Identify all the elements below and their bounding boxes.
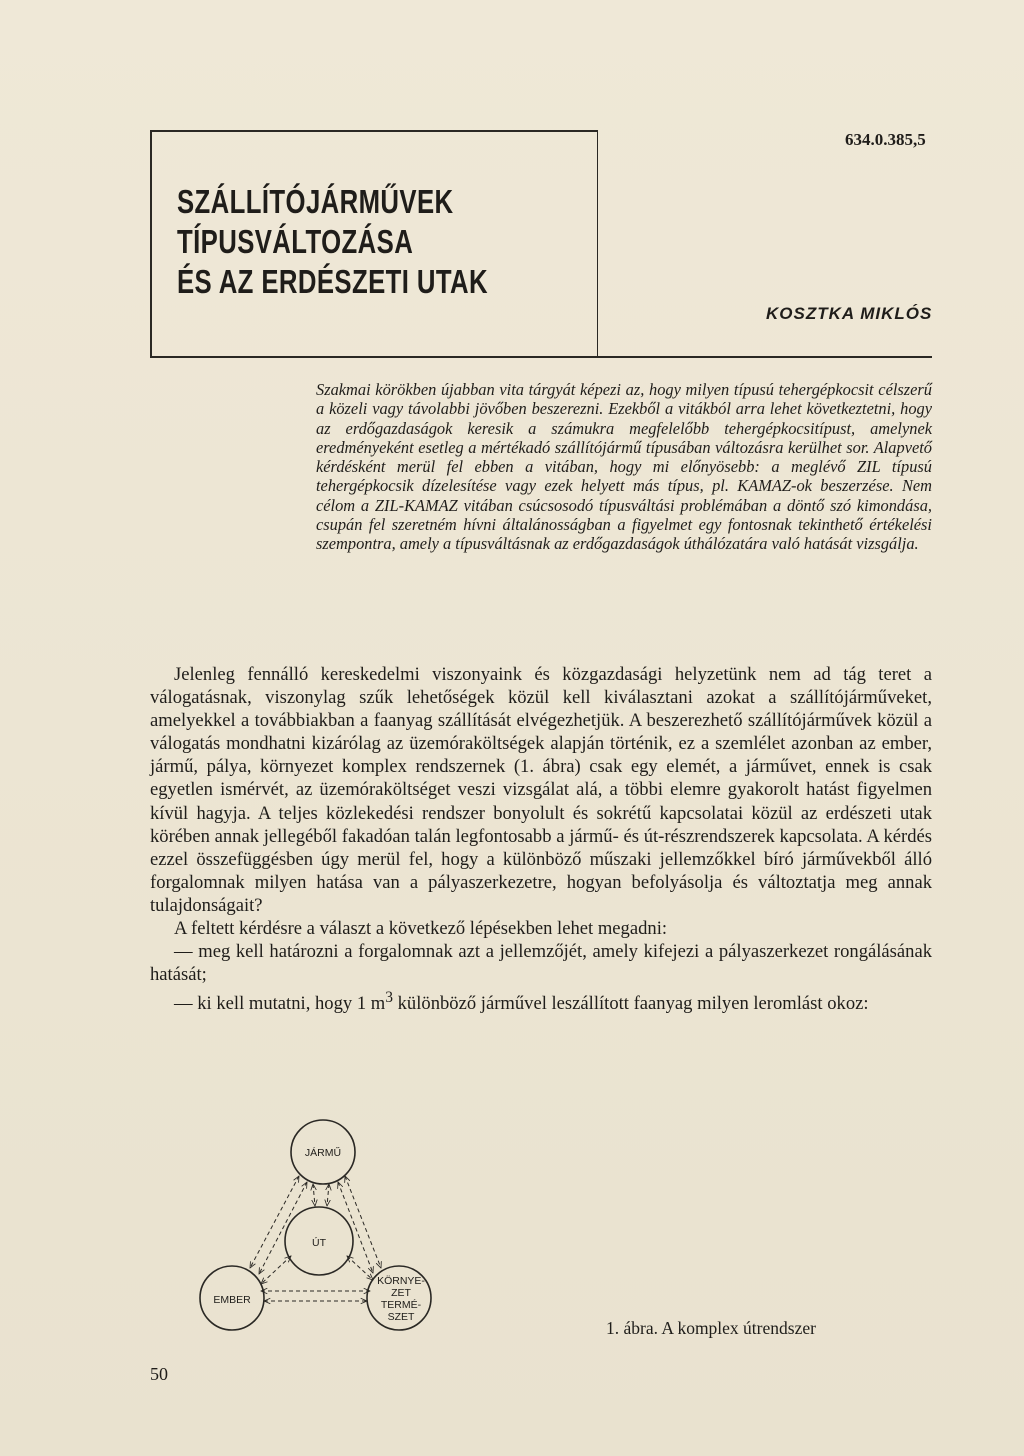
title-line-1: SZÁLLÍTÓJÁRMŰVEK: [177, 183, 454, 220]
page-number: 50: [150, 1364, 168, 1384]
author-name: KOSZTKA MIKLÓS: [766, 304, 933, 323]
header-rule: [150, 356, 932, 358]
node-ember-label: EMBER: [213, 1294, 251, 1306]
article-title: [177, 182, 497, 302]
title-line-2: TÍPUSVÁLTOZÁSA: [177, 223, 414, 260]
udc-code: 634.0.385,5: [845, 130, 926, 149]
paragraph-1: Jelenleg fennálló kereskedelmi viszonyaink és közgazdasági helyzetünk nem ad tág teret a válogatásnak, viszonylag szűk lehetőségek közül kell kiválasztani azokat a szállítójárműveket, amelyekkel a továbbiakban a faanyag szállítását elvégezhetjük. A beszerezhető szállítójárművek közül a válogatás mondhatni kizárólag az üzemóraköltségek alapján történik, ez a szemlélet azonban az ember, jármű, pálya, környezet komplex rendszernek (1. ábra) csak egy elemét, a járművet, ennek is csak egyetlen ismérvét, az üzemóraköltséget veszi vizsgálat alá, a többi elemre gyakorolt hatást figyelmen kívül hagyja. A teljes közlekedési rendszer bonyolult és sokrétű kapcsolatai közül az erdészeti utak körében annak jellegéből fakadóan talán legfontosabb a jármű- és út-részrendszerek kapcsolata. A kérdés ezzel összefüggésben úgy merül fel, hogy a különböző műszaki jellemzőkkel bíró járművekből álló forgalomnak milyen hatása van a pályaszerkezetre, hogyan befolyásolja és változtatja meg annak tulajdonságait?: [150, 664, 932, 916]
title-line-3: ÉS AZ ERDÉSZETI UTAK: [177, 263, 488, 300]
node-ut-label: ÚT: [312, 1237, 326, 1249]
system-diagram: [195, 1118, 455, 1343]
superscript: 3: [385, 989, 393, 1007]
body-text: [150, 663, 932, 1016]
list-item-2-text-end: különböző járművel leszállított faanyag milyen leromlást okoz:: [392, 993, 869, 1015]
node-kornyezet-label-3: TERMÉ-: [380, 1299, 422, 1311]
node-kornyezet-label-1: KÖRNYE-: [377, 1275, 425, 1287]
node-kornyezet-label-4: SZET: [387, 1311, 415, 1323]
abstract: Szakmai körökben újabban vita tárgyát képezi az, hogy milyen típusú tehergépkocsit célszerű a közeli vagy távolabbi jövőben beszerezni. Ezekből a vitákból arra lehet következtetni, hogy az erdőgazdaságok keresik a számukra megfelelőbb tehergépkocsitípust, amelynek eredményeként esetleg a mértékadó szállítójármű típusában változásra kerülhet sor. Alapvető kérdésként merül fel ebben a vitában, hogy mi előnyösebb: a meglévő ZIL típusú tehergépkocsik dízelesítése vagy ezek helyett más típus, pl. KAMAZ-ok beszerzése. Nem célom a ZIL-KAMAZ vitában csúcsosodó típusváltási problémában a döntő szó kimondása, csupán fel szeretném hívni általánosságban a figyelmet egy fontosnak tekinthető értékelési szempontra, amely a típusváltásnak az erdőgazdaságok úthálózatára való hatását vizsgálja.: [316, 380, 932, 554]
node-jarmu-label: JÁRMŰ: [304, 1147, 342, 1159]
node-kornyezet-label-2: ZET: [391, 1287, 411, 1299]
figure-complex-road-system: [195, 1118, 455, 1343]
list-item-2: [150, 986, 932, 1015]
paragraph-2: A feltett kérdésre a választ a következő lépésekben lehet megadni:: [174, 918, 668, 940]
list-item-2-text: — ki kell mutatni, hogy 1 m: [174, 993, 386, 1015]
list-item-1: — meg kell határozni a forgalomnak azt a jellemzőjét, amely kifejezi a pályaszerkezet rongálásának hatását;: [150, 941, 932, 986]
figure-caption: 1. ábra. A komplex útrendszer: [606, 1318, 816, 1338]
